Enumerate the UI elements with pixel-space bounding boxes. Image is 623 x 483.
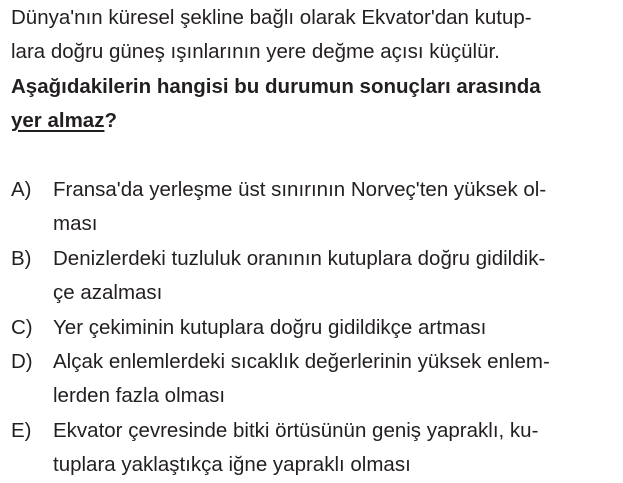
question-stem-line-1: Dünya'nın küresel şekline bağlı olarak Ekvator'dan kutup- bbox=[11, 6, 532, 29]
question-prompt-end: ? bbox=[104, 109, 117, 132]
option-a-line-2[interactable]: ması bbox=[53, 212, 98, 235]
option-c-line-1[interactable]: Yer çekiminin kutuplara doğru gidildikçe artması bbox=[53, 316, 487, 339]
question-prompt-line-2 bbox=[11, 109, 117, 133]
option-b-letter[interactable]: B) bbox=[11, 247, 32, 270]
question-stem-line-2: lara doğru güneş ışınlarının yere değme açısı küçülür. bbox=[11, 40, 500, 63]
option-a-line-1[interactable]: Fransa'da yerleşme üst sınırının Norveç'ten yüksek ol- bbox=[53, 178, 547, 201]
option-e-line-2[interactable]: tuplara yaklaştıkça iğne yapraklı olması bbox=[53, 453, 411, 476]
option-b-line-2[interactable]: çe azalması bbox=[53, 281, 163, 304]
option-d-line-2[interactable]: lerden fazla olması bbox=[53, 384, 226, 407]
question-prompt-line-1: Aşağıdakilerin hangisi bu durumun sonuçları arasında bbox=[11, 75, 541, 98]
question-prompt-underlined: yer almaz bbox=[11, 109, 105, 132]
option-e-letter[interactable]: E) bbox=[11, 419, 32, 442]
option-b-line-1[interactable]: Denizlerdeki tuzluluk oranının kutuplara doğru gidildik- bbox=[53, 247, 546, 270]
option-d-line-1[interactable]: Alçak enlemlerdeki sıcaklık değerlerinin yüksek enlem- bbox=[53, 350, 550, 373]
option-c-letter[interactable]: C) bbox=[11, 316, 33, 339]
option-a-letter[interactable]: A) bbox=[11, 178, 32, 201]
option-d-letter[interactable]: D) bbox=[11, 350, 33, 373]
option-e-line-1[interactable]: Ekvator çevresinde bitki örtüsünün geniş yapraklı, ku- bbox=[53, 419, 539, 442]
